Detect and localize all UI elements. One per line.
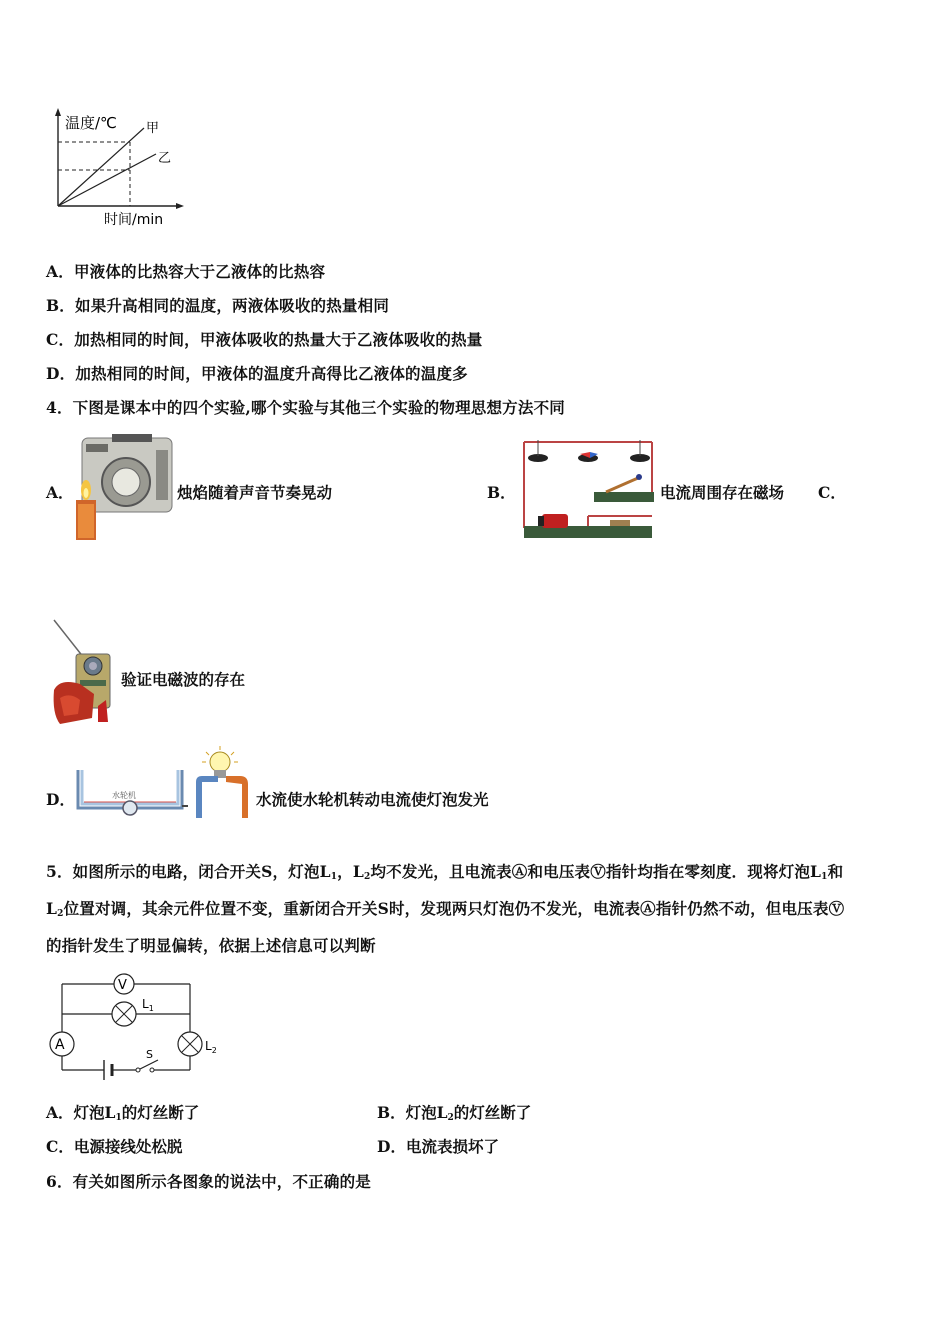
- q4-option-a-text: 烛焰随着声音节奏晃动: [177, 483, 333, 502]
- q3-option-a[interactable]: A．甲液体的比热容大于乙液体的比热容: [46, 262, 326, 281]
- q4-stem: 4．下图是课本中的四个实验,哪个实验与其他三个实验的物理思想方法不同: [46, 398, 565, 417]
- graph-label-yi: 乙: [158, 151, 172, 166]
- oersted-experiment-image: [518, 436, 658, 540]
- temperature-time-graph: [48, 104, 188, 230]
- q5-option-d[interactable]: D．电流表损坏了: [377, 1137, 499, 1156]
- q5-option-c[interactable]: C．电源接线处松脱: [46, 1137, 183, 1156]
- q5-stem-line2: $L_2$位置对调，其余元件位置不变，重新闭合开关S时，发现两只灯泡仍不发光，电流表Ⓐ指针仍然不动，但电压表Ⓥ: [46, 899, 845, 919]
- water-wheel-image: [72, 746, 254, 820]
- graph-ylabel: 温度/℃: [65, 114, 117, 132]
- q4-option-b-text: 电流周围存在磁场: [660, 483, 785, 502]
- q4-option-c-text: 验证电磁波的存在: [121, 670, 246, 689]
- water-wheel-label: 水轮机: [112, 791, 136, 800]
- q3-option-c[interactable]: C．加热相同的时间，甲液体吸收的热量大于乙液体吸收的热量: [46, 330, 483, 349]
- ammeter-label: A: [55, 1037, 65, 1053]
- lamp-l1-label: $L_1$: [142, 997, 154, 1013]
- radio-candle-image: [74, 430, 176, 542]
- q4-option-b-letter[interactable]: B．: [487, 483, 516, 502]
- q5-option-b[interactable]: B．灯泡$L_2$的灯丝断了: [377, 1103, 532, 1123]
- q3-option-b[interactable]: B．如果升高相同的温度，两液体吸收的热量相同: [46, 296, 390, 315]
- q4-option-c-letter[interactable]: C．: [818, 483, 846, 502]
- circuit-diagram: [40, 966, 230, 1086]
- lamp-l2-label: $L_2$: [205, 1039, 217, 1055]
- q5-stem-line1: 5．如图所示的电路，闭合开关S，灯泡$L_1$，$L_2$均不发光，且电流表Ⓐ和电压表Ⓥ指针均指在零刻度．现将灯泡$L_1$和: [46, 862, 844, 882]
- radio-battery-image: [50, 618, 116, 728]
- q6-stem: 6．有关如图所示各图象的说法中，不正确的是: [46, 1172, 371, 1191]
- q4-option-d-letter[interactable]: D．: [46, 790, 75, 809]
- q3-option-d[interactable]: D．加热相同的时间，甲液体的温度升高得比乙液体的温度多: [46, 364, 468, 383]
- q5-option-a[interactable]: A．灯泡$L_1$的灯丝断了: [46, 1103, 200, 1123]
- graph-xlabel: 时间/min: [104, 212, 164, 228]
- voltmeter-label: V: [118, 978, 127, 993]
- q4-option-d-text: 水流使水轮机转动电流使灯泡发光: [256, 790, 489, 809]
- switch-label: S: [146, 1048, 153, 1061]
- q5-stem-line3: 的指针发生了明显偏转，依据上述信息可以判断: [46, 936, 376, 955]
- q4-option-a-letter[interactable]: A．: [46, 483, 74, 502]
- graph-label-jia: 甲: [146, 121, 160, 136]
